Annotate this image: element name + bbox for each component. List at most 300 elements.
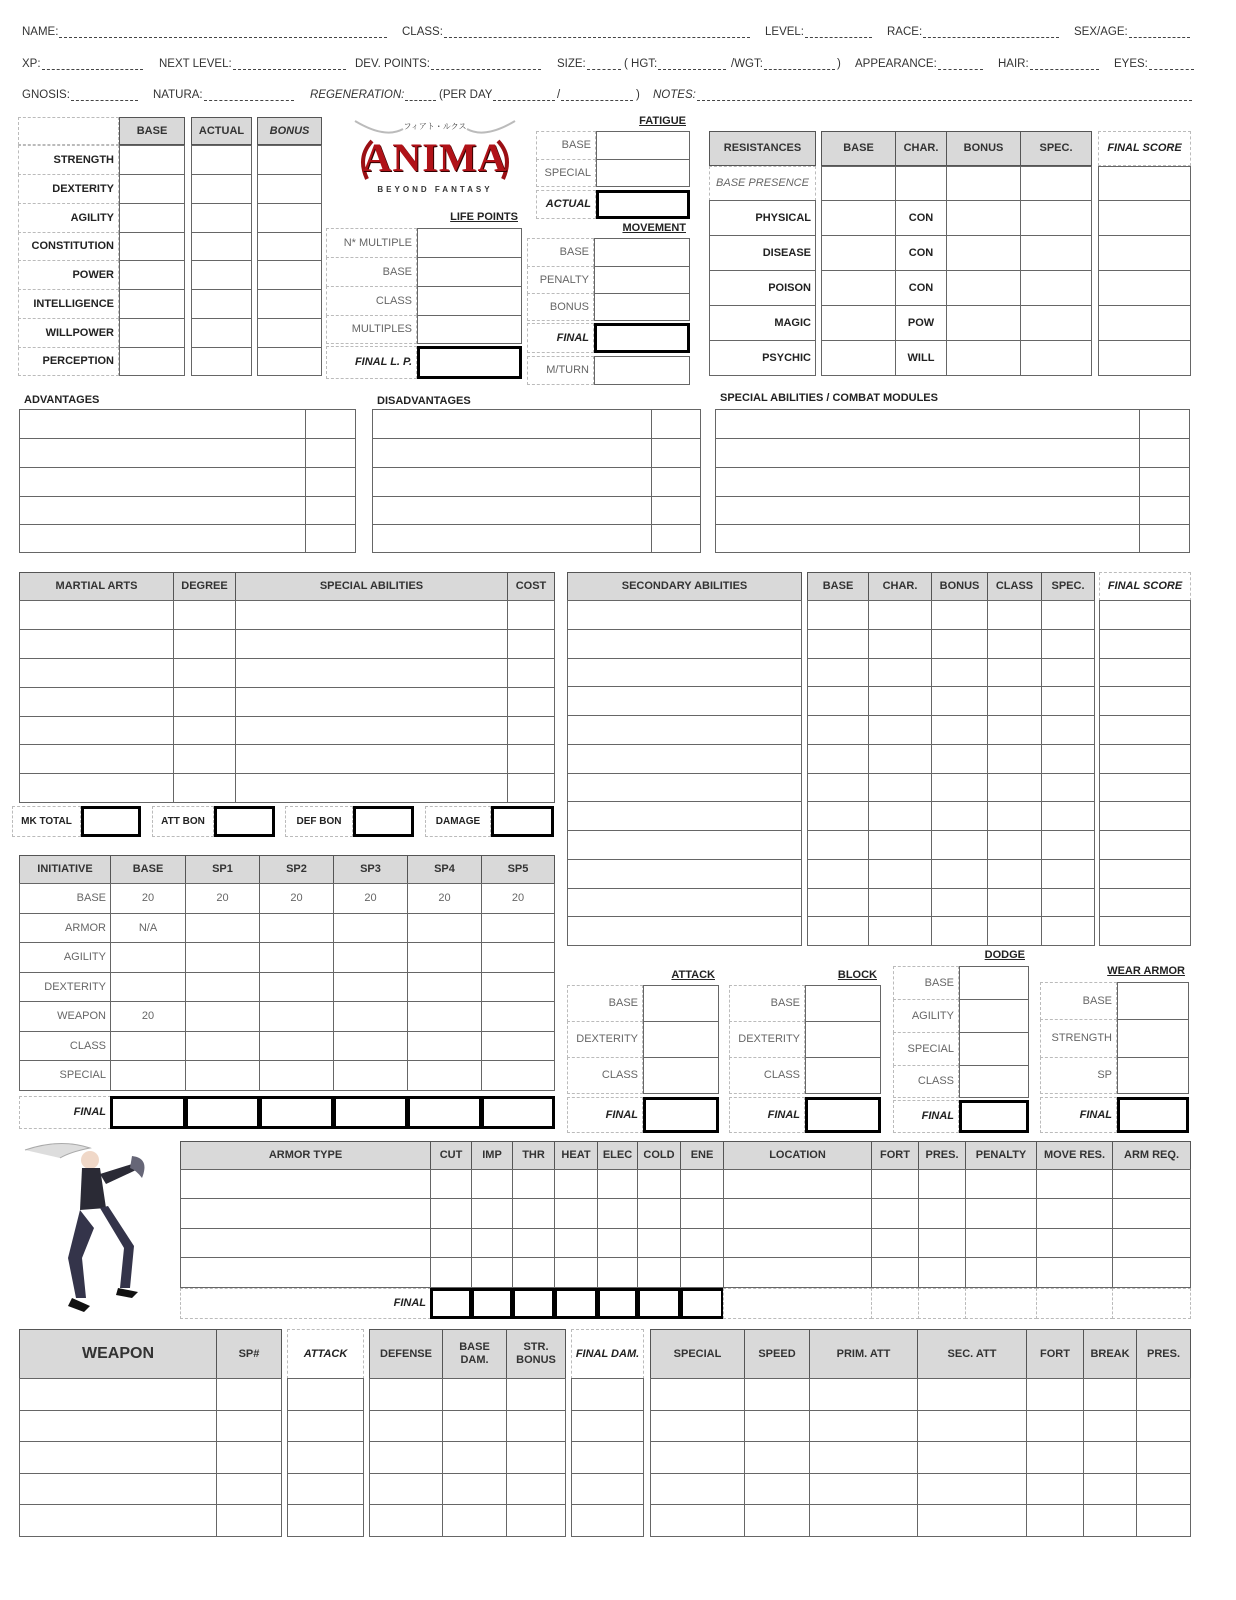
special_abilities-cost[interactable] — [1139, 496, 1190, 525]
weapons-cell[interactable] — [809, 1473, 918, 1505]
weapons-cell[interactable] — [287, 1473, 364, 1505]
initiative-cell[interactable] — [333, 1060, 408, 1091]
block-input[interactable] — [805, 1021, 881, 1058]
characteristic-input[interactable] — [191, 260, 252, 290]
secondary-cell[interactable] — [868, 773, 932, 802]
weapons-cell[interactable] — [744, 1441, 810, 1474]
armor-cell[interactable] — [430, 1228, 472, 1258]
secondary-cell[interactable] — [1041, 830, 1095, 860]
resistance-input[interactable] — [895, 166, 947, 201]
initiative-cell[interactable] — [333, 972, 408, 1002]
resistance-input[interactable] — [1020, 166, 1092, 201]
initiative-final-input[interactable] — [407, 1096, 482, 1129]
weapons-cell[interactable] — [442, 1378, 507, 1411]
header-field[interactable] — [310, 85, 436, 101]
weapons-cell[interactable] — [19, 1378, 217, 1411]
header-field[interactable] — [1114, 54, 1194, 70]
characteristic-input[interactable] — [119, 260, 185, 290]
header-field-line[interactable] — [493, 89, 555, 101]
fatigue-final-input[interactable] — [596, 190, 690, 219]
initiative-final-input[interactable] — [185, 1096, 260, 1129]
martial-total-input[interactable] — [214, 806, 275, 837]
characteristic-input[interactable] — [191, 145, 252, 175]
header-field-line[interactable] — [658, 58, 726, 70]
weapons-cell[interactable] — [19, 1504, 217, 1537]
header-field[interactable] — [22, 85, 138, 101]
weapons-cell[interactable] — [369, 1410, 443, 1442]
header-field-line[interactable] — [444, 26, 750, 38]
header-field[interactable] — [557, 85, 633, 101]
martial_arts-cell[interactable] — [507, 744, 555, 774]
secondary-cell[interactable] — [931, 715, 988, 745]
weapons-cell[interactable] — [1083, 1504, 1137, 1537]
armor-final-cell[interactable] — [554, 1288, 598, 1319]
resistance-input[interactable] — [1020, 235, 1092, 271]
armor-cell[interactable] — [597, 1169, 638, 1199]
secondary-cell[interactable] — [807, 744, 869, 774]
initiative-final-input[interactable] — [110, 1096, 186, 1129]
secondary-cell[interactable] — [567, 916, 802, 946]
secondary-cell[interactable] — [931, 686, 988, 716]
weapons-cell[interactable] — [809, 1504, 918, 1537]
disadvantages-cost[interactable] — [651, 496, 701, 525]
armor-cell[interactable] — [1036, 1228, 1113, 1258]
weapons-cell[interactable] — [442, 1473, 507, 1505]
initiative-cell[interactable]: 20 — [333, 883, 408, 914]
initiative-cell[interactable] — [481, 913, 555, 943]
header-field-line[interactable] — [431, 58, 541, 70]
weapons-cell[interactable] — [1026, 1441, 1084, 1474]
characteristic-input[interactable] — [257, 145, 322, 175]
secondary-cell[interactable] — [1041, 744, 1095, 774]
secondary-cell[interactable] — [1041, 859, 1095, 889]
characteristic-input[interactable] — [119, 318, 185, 348]
special_abilities-entry[interactable] — [715, 409, 1140, 439]
life_points-input[interactable] — [417, 257, 522, 287]
secondary-cell[interactable] — [931, 801, 988, 831]
armor-cell[interactable] — [637, 1228, 681, 1258]
martial_arts-cell[interactable] — [19, 629, 174, 659]
martial_arts-cell[interactable] — [19, 773, 174, 803]
armor-cell[interactable] — [871, 1228, 919, 1258]
header-field-line[interactable] — [405, 89, 436, 101]
martial_arts-cell[interactable] — [173, 600, 236, 630]
characteristic-input[interactable] — [119, 289, 185, 319]
special_abilities-entry[interactable] — [715, 496, 1140, 525]
armor-cell[interactable] — [471, 1169, 513, 1199]
martial-total-input[interactable] — [353, 806, 414, 837]
weapons-cell[interactable] — [216, 1410, 282, 1442]
weapons-cell[interactable] — [917, 1473, 1027, 1505]
characteristic-input[interactable] — [119, 347, 185, 376]
armor-cell[interactable] — [554, 1169, 598, 1199]
secondary-cell[interactable] — [931, 600, 988, 630]
attack-input[interactable] — [643, 985, 719, 1022]
initiative-cell[interactable] — [333, 1001, 408, 1032]
martial_arts-cell[interactable] — [19, 658, 174, 688]
weapons-cell[interactable] — [506, 1441, 566, 1474]
resistance-final-input[interactable] — [1098, 270, 1191, 306]
secondary-cell[interactable] — [987, 859, 1042, 889]
secondary-cell[interactable] — [567, 658, 802, 687]
attack-input[interactable] — [643, 1057, 719, 1094]
martial_arts-cell[interactable] — [235, 744, 508, 774]
initiative-cell[interactable] — [110, 942, 186, 973]
header-field-line[interactable] — [923, 26, 1059, 38]
initiative-cell[interactable] — [333, 942, 408, 973]
header-field-line[interactable] — [805, 26, 872, 38]
secondary-cell[interactable] — [931, 773, 988, 802]
weapons-cell[interactable] — [1136, 1378, 1191, 1411]
header-field-line[interactable] — [587, 58, 621, 70]
secondary-final-cell[interactable] — [1099, 888, 1191, 917]
martial_arts-cell[interactable] — [235, 600, 508, 630]
initiative-cell[interactable] — [407, 942, 482, 973]
armor-cell[interactable] — [1112, 1228, 1191, 1258]
weapons-cell[interactable] — [506, 1473, 566, 1505]
armor-cell[interactable] — [554, 1257, 598, 1288]
dodge-input[interactable] — [959, 966, 1029, 1000]
armor-final-cell[interactable] — [680, 1288, 724, 1319]
armor-cell[interactable] — [554, 1198, 598, 1229]
weapons-cell[interactable] — [809, 1378, 918, 1411]
special_abilities-cost[interactable] — [1139, 467, 1190, 497]
header-field[interactable] — [355, 54, 541, 70]
armor-cell[interactable] — [180, 1228, 431, 1258]
weapons-cell[interactable] — [650, 1473, 745, 1505]
armor-cell[interactable] — [471, 1198, 513, 1229]
initiative-final-input[interactable] — [259, 1096, 334, 1129]
initiative-cell[interactable]: 20 — [185, 883, 260, 914]
weapons-cell[interactable] — [1083, 1473, 1137, 1505]
weapons-cell[interactable] — [1136, 1441, 1191, 1474]
secondary-cell[interactable] — [931, 629, 988, 659]
fatigue-input[interactable] — [596, 159, 690, 187]
resistance-final-input[interactable] — [1098, 235, 1191, 271]
secondary-cell[interactable] — [567, 801, 802, 831]
weapons-cell[interactable] — [571, 1441, 644, 1474]
header-field-line[interactable] — [561, 89, 633, 101]
advantages-cost[interactable] — [305, 438, 356, 468]
weapons-cell[interactable] — [571, 1378, 644, 1411]
advantages-entry[interactable] — [19, 438, 306, 468]
characteristic-input[interactable] — [191, 203, 252, 233]
movement-input[interactable] — [594, 238, 690, 267]
header-field[interactable] — [1074, 22, 1190, 38]
weapons-cell[interactable] — [369, 1441, 443, 1474]
armor-final-cell[interactable] — [512, 1288, 555, 1319]
header-field[interactable] — [153, 85, 294, 101]
armor-cell[interactable] — [871, 1257, 919, 1288]
secondary-cell[interactable] — [987, 629, 1042, 659]
weapons-cell[interactable] — [650, 1441, 745, 1474]
weapons-cell[interactable] — [809, 1410, 918, 1442]
secondary-cell[interactable] — [567, 715, 802, 745]
advantages-entry[interactable] — [19, 524, 306, 553]
armor-cell[interactable] — [512, 1198, 555, 1229]
resistance-final-input[interactable] — [1098, 200, 1191, 236]
disadvantages-entry[interactable] — [372, 496, 652, 525]
secondary-final-cell[interactable] — [1099, 744, 1191, 774]
weapons-cell[interactable] — [1083, 1410, 1137, 1442]
weapons-cell[interactable] — [287, 1504, 364, 1537]
secondary-final-cell[interactable] — [1099, 658, 1191, 687]
armor-final-cell[interactable] — [597, 1288, 638, 1319]
martial_arts-cell[interactable] — [235, 773, 508, 803]
initiative-cell[interactable] — [185, 1031, 260, 1061]
secondary-cell[interactable] — [807, 658, 869, 687]
block-input[interactable] — [805, 985, 881, 1022]
martial_arts-cell[interactable] — [235, 629, 508, 659]
armor-cell[interactable] — [180, 1257, 431, 1288]
header-field-line[interactable] — [1129, 26, 1190, 38]
attack-final-input[interactable] — [643, 1097, 719, 1133]
disadvantages-entry[interactable] — [372, 438, 652, 468]
movement-input[interactable] — [594, 266, 690, 294]
secondary-cell[interactable] — [987, 830, 1042, 860]
weapons-cell[interactable] — [19, 1410, 217, 1442]
disadvantages-entry[interactable] — [372, 467, 652, 497]
weapons-cell[interactable] — [1083, 1378, 1137, 1411]
disadvantages-entry[interactable] — [372, 409, 652, 439]
secondary-cell[interactable] — [868, 916, 932, 946]
initiative-cell[interactable] — [259, 1001, 334, 1032]
martial_arts-cell[interactable] — [507, 773, 555, 803]
armor-cell[interactable] — [512, 1228, 555, 1258]
secondary-cell[interactable] — [987, 916, 1042, 946]
advantages-cost[interactable] — [305, 467, 356, 497]
secondary-cell[interactable] — [567, 773, 802, 802]
secondary-cell[interactable] — [807, 629, 869, 659]
martial_arts-cell[interactable] — [235, 658, 508, 688]
resistance-input[interactable] — [1020, 270, 1092, 306]
martial_arts-cell[interactable] — [19, 716, 174, 745]
secondary-cell[interactable] — [1041, 773, 1095, 802]
weapons-cell[interactable] — [442, 1410, 507, 1442]
martial_arts-cell[interactable] — [173, 716, 236, 745]
secondary-final-cell[interactable] — [1099, 715, 1191, 745]
armor-cell[interactable] — [918, 1257, 966, 1288]
secondary-final-cell[interactable] — [1099, 600, 1191, 630]
characteristic-input[interactable] — [191, 232, 252, 261]
secondary-final-cell[interactable] — [1099, 686, 1191, 716]
special_abilities-cost[interactable] — [1139, 524, 1190, 553]
martial_arts-cell[interactable] — [173, 687, 236, 717]
characteristic-input[interactable] — [119, 203, 185, 233]
header-field[interactable] — [402, 22, 750, 38]
weapons-cell[interactable] — [19, 1441, 217, 1474]
armor-cell[interactable] — [1112, 1198, 1191, 1229]
characteristic-input[interactable] — [191, 174, 252, 204]
advantages-entry[interactable] — [19, 467, 306, 497]
weapons-cell[interactable] — [216, 1441, 282, 1474]
secondary-cell[interactable] — [931, 658, 988, 687]
block-final-input[interactable] — [805, 1097, 881, 1133]
armor-cell[interactable] — [965, 1198, 1037, 1229]
header-field[interactable] — [731, 54, 835, 70]
characteristic-input[interactable] — [191, 289, 252, 319]
header-field-line[interactable] — [71, 89, 138, 101]
secondary-cell[interactable] — [868, 859, 932, 889]
wear_armor-input[interactable] — [1117, 1019, 1189, 1058]
armor-cell[interactable] — [965, 1169, 1037, 1199]
secondary-cell[interactable] — [807, 916, 869, 946]
initiative-cell[interactable] — [110, 1031, 186, 1061]
initiative-cell[interactable] — [259, 1031, 334, 1061]
advantages-cost[interactable] — [305, 496, 356, 525]
secondary-final-cell[interactable] — [1099, 859, 1191, 889]
weapons-cell[interactable] — [216, 1473, 282, 1505]
initiative-cell[interactable] — [259, 942, 334, 973]
resistance-final-input[interactable] — [1098, 340, 1191, 376]
martial-total-input[interactable] — [81, 806, 141, 837]
martial-total-input[interactable] — [491, 806, 554, 837]
initiative-cell[interactable] — [259, 1060, 334, 1091]
secondary-cell[interactable] — [931, 830, 988, 860]
special_abilities-cost[interactable] — [1139, 409, 1190, 439]
martial_arts-cell[interactable] — [507, 600, 555, 630]
wear_armor-final-input[interactable] — [1117, 1097, 1189, 1133]
initiative-cell[interactable] — [407, 1031, 482, 1061]
header-field[interactable] — [765, 22, 872, 38]
dodge-final-input[interactable] — [959, 1100, 1029, 1133]
fatigue-input[interactable] — [596, 131, 690, 160]
initiative-cell[interactable] — [407, 1001, 482, 1032]
armor-cell[interactable] — [723, 1228, 872, 1258]
advantages-entry[interactable] — [19, 496, 306, 525]
martial_arts-cell[interactable] — [235, 716, 508, 745]
resistance-input[interactable] — [1020, 305, 1092, 341]
armor-cell[interactable] — [918, 1228, 966, 1258]
header-field-line[interactable] — [697, 89, 1192, 101]
secondary-cell[interactable] — [567, 830, 802, 860]
disadvantages-cost[interactable] — [651, 524, 701, 553]
header-field[interactable] — [624, 54, 726, 70]
initiative-cell[interactable] — [185, 942, 260, 973]
characteristic-input[interactable] — [257, 260, 322, 290]
initiative-cell[interactable] — [481, 1060, 555, 1091]
secondary-cell[interactable] — [1041, 888, 1095, 917]
header-field[interactable] — [22, 54, 143, 70]
resistance-input[interactable] — [821, 235, 896, 271]
weapons-cell[interactable] — [287, 1441, 364, 1474]
weapons-cell[interactable] — [506, 1504, 566, 1537]
header-field-line[interactable] — [764, 58, 835, 70]
secondary-cell[interactable] — [807, 859, 869, 889]
life_points-input[interactable] — [417, 228, 522, 258]
initiative-cell[interactable] — [110, 972, 186, 1002]
armor-cell[interactable] — [723, 1169, 872, 1199]
wear_armor-input[interactable] — [1117, 982, 1189, 1020]
resistance-input[interactable] — [821, 340, 896, 376]
secondary-cell[interactable] — [931, 916, 988, 946]
armor-cell[interactable] — [1036, 1198, 1113, 1229]
weapons-cell[interactable] — [1026, 1378, 1084, 1411]
header-field[interactable] — [439, 85, 555, 101]
secondary-cell[interactable] — [868, 658, 932, 687]
resistance-final-input[interactable] — [1098, 166, 1191, 201]
characteristic-input[interactable] — [257, 318, 322, 348]
martial_arts-cell[interactable] — [507, 687, 555, 717]
secondary-final-cell[interactable] — [1099, 916, 1191, 946]
secondary-cell[interactable] — [868, 629, 932, 659]
armor-cell[interactable] — [637, 1257, 681, 1288]
header-field-line[interactable] — [204, 89, 294, 101]
life_points-input[interactable] — [417, 315, 522, 344]
dodge-input[interactable] — [959, 1032, 1029, 1066]
initiative-cell[interactable] — [185, 1060, 260, 1091]
weapons-cell[interactable] — [1026, 1504, 1084, 1537]
secondary-cell[interactable] — [807, 888, 869, 917]
secondary-cell[interactable] — [807, 830, 869, 860]
header-field-line[interactable] — [233, 58, 346, 70]
secondary-cell[interactable] — [567, 744, 802, 774]
initiative-cell[interactable]: 20 — [110, 1001, 186, 1032]
armor-cell[interactable] — [1112, 1169, 1191, 1199]
armor-cell[interactable] — [680, 1169, 724, 1199]
weapons-cell[interactable] — [442, 1441, 507, 1474]
characteristic-input[interactable] — [119, 174, 185, 204]
initiative-cell[interactable]: N/A — [110, 913, 186, 943]
initiative-cell[interactable] — [407, 972, 482, 1002]
characteristic-input[interactable] — [191, 318, 252, 348]
initiative-cell[interactable] — [333, 1031, 408, 1061]
armor-cell[interactable] — [430, 1257, 472, 1288]
weapons-cell[interactable] — [809, 1441, 918, 1474]
header-field-line[interactable] — [1030, 58, 1099, 70]
initiative-final-input[interactable] — [481, 1096, 555, 1129]
secondary-cell[interactable] — [868, 600, 932, 630]
initiative-cell[interactable] — [259, 913, 334, 943]
block-input[interactable] — [805, 1057, 881, 1094]
armor-cell[interactable] — [512, 1257, 555, 1288]
initiative-cell[interactable]: 20 — [481, 883, 555, 914]
armor-cell[interactable] — [597, 1257, 638, 1288]
advantages-cost[interactable] — [305, 524, 356, 553]
disadvantages-entry[interactable] — [372, 524, 652, 553]
armor-cell[interactable] — [430, 1169, 472, 1199]
secondary-cell[interactable] — [1041, 600, 1095, 630]
secondary-cell[interactable] — [1041, 801, 1095, 831]
weapons-cell[interactable] — [650, 1378, 745, 1411]
initiative-cell[interactable]: 20 — [110, 883, 186, 914]
characteristic-input[interactable] — [119, 232, 185, 261]
header-field[interactable] — [998, 54, 1099, 70]
armor-cell[interactable] — [512, 1169, 555, 1199]
armor-cell[interactable] — [637, 1169, 681, 1199]
secondary-cell[interactable] — [807, 773, 869, 802]
weapons-cell[interactable] — [506, 1410, 566, 1442]
weapons-cell[interactable] — [1136, 1504, 1191, 1537]
life_points-final-input[interactable] — [417, 346, 522, 379]
martial_arts-cell[interactable] — [173, 629, 236, 659]
secondary-cell[interactable] — [987, 715, 1042, 745]
weapons-cell[interactable] — [917, 1378, 1027, 1411]
weapons-cell[interactable] — [369, 1378, 443, 1411]
martial_arts-cell[interactable] — [19, 744, 174, 774]
movement-final-input[interactable] — [594, 323, 690, 353]
secondary-cell[interactable] — [567, 686, 802, 716]
secondary-cell[interactable] — [567, 629, 802, 659]
wear_armor-input[interactable] — [1117, 1057, 1189, 1094]
weapons-cell[interactable] — [1026, 1473, 1084, 1505]
secondary-cell[interactable] — [1041, 715, 1095, 745]
life_points-input[interactable] — [417, 286, 522, 316]
weapons-cell[interactable] — [369, 1504, 443, 1537]
resistance-input[interactable] — [1020, 200, 1092, 236]
weapons-cell[interactable] — [650, 1504, 745, 1537]
armor-cell[interactable] — [871, 1169, 919, 1199]
